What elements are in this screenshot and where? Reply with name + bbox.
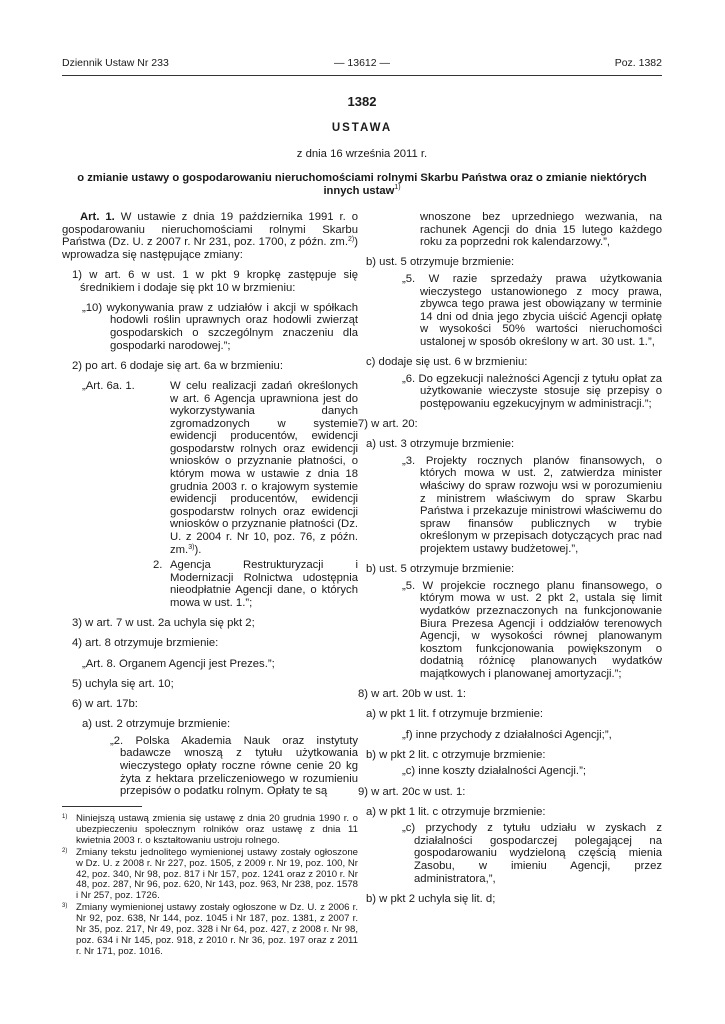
footnote-number — [62, 903, 76, 958]
footnote-number-text: 1) — [62, 814, 68, 820]
footnote-ref-3[interactable]: 3) — [188, 543, 195, 551]
article-1-text-end: ) wprowadza się następujące zmiany: — [62, 236, 358, 261]
art-6a-text — [170, 380, 358, 556]
footnote — [62, 814, 358, 847]
art-6a-2-text: Agencja Restrukturyzacji i Modernizacji Rolnictwa udostępnia nieodpłatnie Agencji dane, o których mowa w ust. 1.”; — [170, 559, 358, 609]
amendment-2: 2) po art. 6 dodaje się art. 6a w brzmieniu: — [72, 359, 283, 372]
footnote-divider — [62, 806, 142, 807]
amendment-8b-quote: „c) inne koszty działalności Agencji.”; — [402, 765, 586, 778]
amendment-8a-quote: „f) inne przychody z działalności Agencji;”, — [402, 728, 612, 741]
article-1-text: W ustawie z dnia 19 października 1991 r. o gospodarowaniu nieruchomościami rolnymi Skarbu Państwa (Dz. U. z 2007 r. Nr 231, poz. 1700, z późn. zm. — [62, 211, 359, 249]
art-6a-label: „Art. 6a. 1. — [82, 379, 135, 392]
amendment-9a-quote: „c) przychody z tytułu udziału w zyskach z działalności gospodarczej polegającej na gospodarowaniu wydzieloną częścią mienia Zasobu, w imieniu Agencji, przez administratora,”, — [402, 822, 662, 885]
amendment-9: 9) w art. 20c w ust. 1: — [358, 785, 466, 798]
amendment-6: 6) w art. 17b: — [72, 697, 138, 710]
amendment-6c-quote: „6. Do egzekucji należności Agencji z tytułu opłat za użytkowanie wieczyste stosuje się przepisy o postępowaniu egzekucyjnym w administracji.”; — [402, 372, 662, 410]
amendment-4: 4) art. 8 otrzymuje brzmienie: — [72, 637, 219, 650]
act-date: z dnia 16 września 2011 r. — [296, 148, 428, 160]
footnote-ref-2[interactable]: 2) — [348, 236, 355, 244]
left-column — [62, 211, 358, 805]
amendment-7: 7) w art. 20: — [358, 418, 418, 431]
amendment-9a: a) w pkt 1 lit. c otrzymuje brzmienie: — [366, 805, 546, 818]
footnote-number — [62, 848, 76, 903]
amendment-6c: c) dodaje się ust. 6 w brzmieniu: — [366, 356, 528, 369]
page-number: — 13612 — — [333, 57, 391, 69]
footnote-number-text: 3) — [62, 903, 68, 910]
header-divider — [62, 75, 662, 76]
article-1-intro — [62, 211, 358, 261]
art-6a-2-label: 2. — [153, 559, 163, 572]
amendment-5: 5) uchyla się art. 10; — [72, 677, 174, 690]
act-title-text: o zmianie ustawy o gospodarowaniu nieruchomościami rolnymi Skarbu Państwa oraz o zmianie niektórych innych ustaw — [77, 172, 647, 197]
footnote-number-text: 2) — [62, 847, 68, 854]
footnote-text: Niniejszą ustawą zmienia się ustawę z dnia 20 grudnia 1990 r. o ubezpieczeniu społecznym rolników oraz ustawę z dnia 11 kwietnia 2003 r. o kształtowaniu ustroju rolnego. — [76, 813, 358, 846]
right-column — [358, 211, 662, 913]
amendment-6b: b) ust. 5 otrzymuje brzmienie: — [366, 256, 515, 269]
amendment-1: 1) w art. 6 w ust. 1 w pkt 9 kropkę zastępuje się średnikiem i dodaje się pkt 10 w brzmieniu: — [72, 268, 358, 294]
footnote — [62, 903, 358, 958]
amendment-6b-quote: „5. W razie sprzedaży prawa użytkowania wieczystego ustanowionego z mocy prawa, zbywca tego prawa jest obowiązany w terminie 14 dni od dnia jego zbycia uiścić Agencji opłatę w wysokości 50% wartości nieruchomości ustalonej w sposób określony w art. 30 ust. 1.”, — [402, 272, 662, 348]
article-1-label: Art. 1. — [80, 211, 115, 223]
amendment-2-quote-2 — [62, 559, 358, 609]
amendment-9b: b) w pkt 2 uchyla się lit. d; — [366, 892, 496, 905]
journal-name: Dziennik Ustaw Nr 233 — [62, 57, 169, 69]
footnote-text: Zmiany wymienionej ustawy zostały ogłoszone w Dz. U. z 2006 r. Nr 92, poz. 638, Nr 144, poz. 1045 i Nr 187, poz. 1381, z 2007 r. Nr 35, poz. 217, Nr 49, poz. 328 i Nr 64, poz. 427, z 2008 r. Nr 98, poz. 634 i Nr 145, poz. 918, z 2010 r. Nr 36, poz. 197 oraz z 2011 r. Nr 171, poz. 1016. — [76, 902, 358, 957]
act-title — [62, 172, 662, 198]
act-number: 1382 — [347, 94, 377, 109]
page-header — [62, 57, 662, 71]
position-number: Poz. 1382 — [614, 57, 662, 69]
act-type: USTAWA — [331, 122, 393, 134]
amendment-8a: a) w pkt 1 lit. f otrzymuje brzmienie: — [366, 708, 544, 721]
amendment-6a-quote: „2. Polska Akademia Nauk oraz instytuty badawcze wnoszą z tytułu użytkowania wieczystego opłaty roczne równe cenie 20 kg żyta z hektara przeliczeniowego w rozumieniu przepisów o podatku rolnym. Opłaty te są — [110, 734, 358, 798]
footnotes — [62, 814, 358, 959]
art-6a-text-end: ). — [194, 543, 202, 556]
amendment-7b: b) ust. 5 otrzymuje brzmienie: — [366, 563, 515, 576]
footnote-number — [62, 814, 76, 847]
amendment-8: 8) w art. 20b w ust. 1: — [358, 688, 466, 701]
continuation-text: wnoszone bez uprzedniego wezwania, na rachunek Agencji do dnia 15 lutego każdego roku za poprzedni rok kalendarzowy.”, — [420, 211, 662, 249]
art-6a-text-main: W celu realizacji zadań określonych w art. 6 Agencja uprawniona jest do wykorzystywania danych zgromadzonych w systemie ewidencji producentów, ewidencji gospodarstw rolnych oraz ewidencji wniosków o przyznanie płatności, o którym mowa w ustawie z dnia 18 grudnia 2003 r. o krajowym systemie ewidencji producentów, ewidencji gospodarstw rolnych oraz ewidencji wniosków o przyznanie płatności (Dz. U. z 2004 r. Nr 10, poz. 76, z późn. zm. — [170, 379, 358, 556]
amendment-7b-quote: „5. W projekcie rocznego planu finansowego, o którym mowa w ust. 2 pkt 2, ustala się limit wydatków przeznaczonych na funkcjonowanie Biura Prezesa Agencji i oddziałów terenowych Agencji, w wysokości równej planowanym kosztom funkcjonowania powiększonym o dodatnią różnicę planowanych wydatków majątkowych i planowanej amortyzacji.”; — [402, 579, 662, 680]
amendment-4-quote: „Art. 8. Organem Agencji jest Prezes.”; — [82, 657, 275, 670]
amendment-7a-quote: „3. Projekty rocznych planów finansowych, o których mowa w ust. 2, zatwierdza minister właściwy do spraw rozwoju wsi w porozumieniu z ministrem właściwym do spraw Skarbu Państwa i przekazuje ministrowi właściwemu do spraw finansów publicznych w trybie określonym w przepisach dotyczących prac nad projektem ustawy budżetowej.”, — [402, 454, 662, 556]
amendment-6a: a) ust. 2 otrzymuje brzmienie: — [82, 718, 231, 731]
amendment-8b: b) w pkt 2 lit. c otrzymuje brzmienie: — [366, 748, 546, 761]
amendment-1-quote: „10) wykonywania praw z udziałów i akcji w spółkach hodowli roślin uprawnych oraz hodowli zwierząt gospodarskich o szczególnym znaczeniu dla gospodarki narodowej.”; — [82, 301, 358, 352]
amendment-7a: a) ust. 3 otrzymuje brzmienie: — [366, 438, 515, 451]
amendment-2-quote-1 — [62, 380, 358, 556]
act-title-footnote-ref[interactable]: 1) — [394, 184, 401, 191]
footnote-text: Zmiany tekstu jednolitego wymienionej ustawy zostały ogłoszone w Dz. U. z 2008 r. Nr 227, poz. 1505, z 2009 r. Nr 19, poz. 100, Nr 42, poz. 340, Nr 98, poz. 817 i Nr 157, poz. 1241 oraz z 2010 r. Nr 48, poz. 287, Nr 96, poz. 620, Nr 143, poz. 963, Nr 238, poz. 1578 i Nr 257, poz. 1726. — [76, 846, 358, 902]
footnote — [62, 848, 358, 903]
amendment-3: 3) w art. 7 w ust. 2a uchyla się pkt 2; — [72, 617, 255, 630]
